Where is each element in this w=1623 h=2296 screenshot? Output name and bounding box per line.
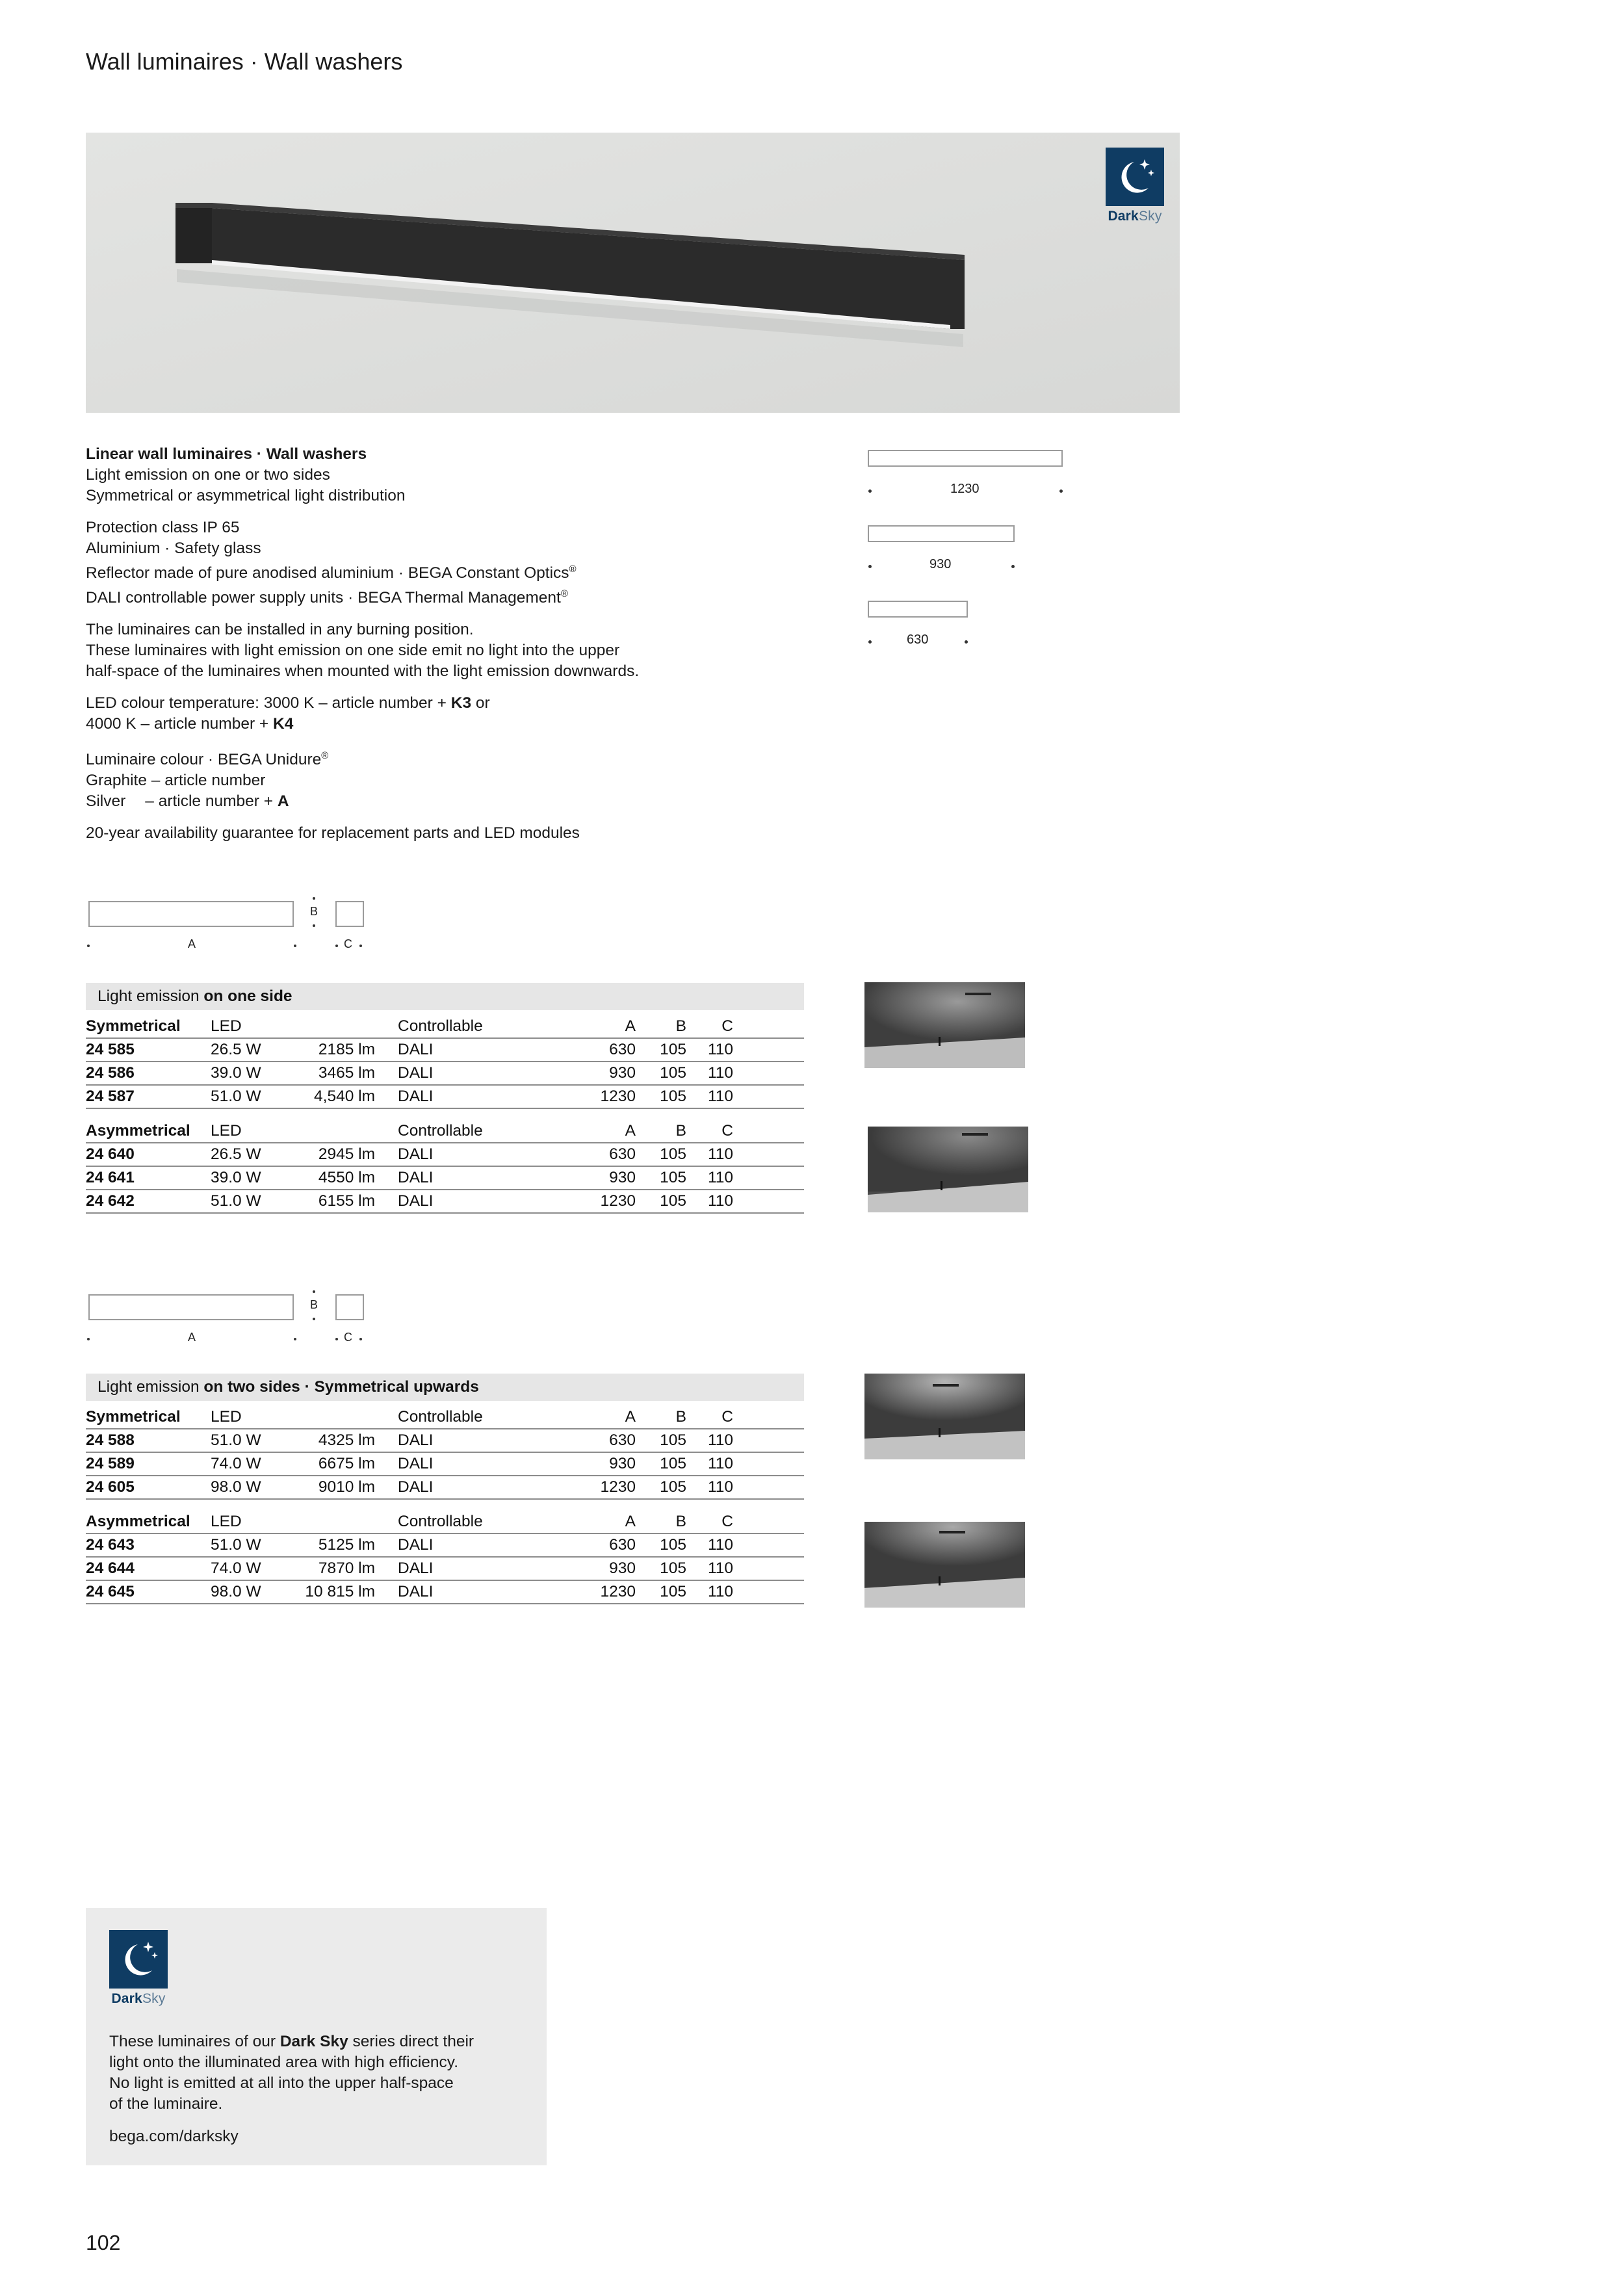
person-silhouette xyxy=(939,1576,941,1585)
install-3: half-space of the luminaires when mounted with the light emission downwards. xyxy=(86,662,640,681)
cell-lumen: 4550 lm xyxy=(318,1169,375,1186)
cell-ctrl: DALI xyxy=(398,1536,434,1554)
column-header-a: A xyxy=(625,1408,636,1426)
column-header-controllable: Controllable xyxy=(398,1513,483,1530)
cell-c: 110 xyxy=(707,1088,733,1105)
column-header-led: LED xyxy=(211,1408,242,1426)
install-1: The luminaires can be installed in any burning position. xyxy=(86,621,474,639)
size-outline-630 xyxy=(868,601,968,618)
column-header-a: A xyxy=(625,1122,636,1140)
hero-product-image xyxy=(86,133,1180,413)
cell-a: 630 xyxy=(609,1145,636,1163)
cell-watt: 74.0 W xyxy=(211,1559,261,1577)
darksky-info-panel xyxy=(86,1908,547,2165)
cell-b: 105 xyxy=(660,1064,686,1082)
cell-b: 105 xyxy=(660,1145,686,1163)
column-header-b: B xyxy=(675,1122,686,1140)
column-header-controllable: Controllable xyxy=(398,1017,483,1035)
dim-dot xyxy=(335,945,338,947)
schematic-label-a: A xyxy=(188,1331,196,1344)
description-intro-1: Light emission on one or two sides xyxy=(86,466,330,484)
cell-lumen: 4,540 lm xyxy=(314,1088,375,1105)
column-header-led: LED xyxy=(211,1122,242,1140)
dim-dot xyxy=(313,924,315,927)
column-header-a: A xyxy=(625,1017,636,1035)
cell-b: 105 xyxy=(660,1431,686,1449)
dim-dot xyxy=(87,945,90,947)
group-name: Asymmetrical xyxy=(86,1513,190,1530)
size-outline-930 xyxy=(868,525,1015,542)
dim-dot xyxy=(359,945,362,947)
table-row xyxy=(86,1143,804,1167)
schematic-label-c: C xyxy=(344,937,352,950)
cell-b: 105 xyxy=(660,1478,686,1496)
cell-ctrl: DALI xyxy=(398,1088,434,1105)
luminaire-illustration xyxy=(86,133,1180,413)
cell-article: 24 585 xyxy=(86,1041,135,1058)
darksky-description: These luminaires of our Dark Sky series direct their light onto the illuminated area with high efficiency. No light is emitted at all into the upper half-space of the luminaire. bega.com/darksky xyxy=(109,2033,474,2145)
person-silhouette xyxy=(941,1181,942,1190)
spec-material: Aluminium · Safety glass xyxy=(86,540,261,557)
cell-lumen: 2185 lm xyxy=(318,1041,375,1058)
cell-a: 930 xyxy=(609,1559,636,1577)
cell-lumen: 5125 lm xyxy=(318,1536,375,1554)
cell-watt: 98.0 W xyxy=(211,1583,261,1600)
cell-watt: 39.0 W xyxy=(211,1064,261,1082)
cell-b: 105 xyxy=(660,1169,686,1186)
cell-ctrl: DALI xyxy=(398,1455,434,1472)
spec-power: DALI controllable power supply units · BEGA Thermal Management xyxy=(86,589,561,607)
cell-b: 105 xyxy=(660,1041,686,1058)
cell-article: 24 641 xyxy=(86,1169,135,1186)
cell-b: 105 xyxy=(660,1455,686,1472)
dim-dot xyxy=(335,1338,338,1340)
cell-lumen: 7870 lm xyxy=(318,1559,375,1577)
column-header-b: B xyxy=(675,1513,686,1530)
table-row xyxy=(86,1062,804,1086)
column-header-c: C xyxy=(721,1122,733,1140)
section-header-two-sides: Light emission on two sides · Symmetrical upwards xyxy=(86,1374,804,1401)
cell-ctrl: DALI xyxy=(398,1169,434,1186)
guarantee: 20-year availability guarantee for replacement parts and LED modules xyxy=(86,824,580,842)
dim-dot xyxy=(868,489,872,493)
dim-dot xyxy=(294,945,296,947)
dim-dot xyxy=(313,1318,315,1320)
table-row xyxy=(86,1558,804,1581)
cell-article: 24 586 xyxy=(86,1064,135,1082)
group-name: Asymmetrical xyxy=(86,1122,190,1140)
column-header-c: C xyxy=(721,1017,733,1035)
cell-c: 110 xyxy=(707,1431,733,1449)
column-header-led: LED xyxy=(211,1513,242,1530)
cell-a: 1230 xyxy=(600,1583,636,1600)
cell-article: 24 587 xyxy=(86,1088,135,1105)
cell-watt: 51.0 W xyxy=(211,1536,261,1554)
cell-c: 110 xyxy=(707,1478,733,1496)
application-photo-symmetrical-two-sides xyxy=(864,1374,1025,1459)
application-photo-symmetrical-one-side xyxy=(864,982,1025,1068)
cell-article: 24 589 xyxy=(86,1455,135,1472)
table-row xyxy=(86,1039,804,1062)
dim-dot xyxy=(359,1338,362,1340)
cell-ctrl: DALI xyxy=(398,1431,434,1449)
cell-a: 930 xyxy=(609,1169,636,1186)
cell-lumen: 10 815 lm xyxy=(305,1583,375,1600)
cell-lumen: 6675 lm xyxy=(318,1455,375,1472)
schematic-front xyxy=(88,901,294,927)
size-label-1230: 1230 xyxy=(950,482,980,496)
table-row xyxy=(86,1190,804,1214)
section-header-one-side: Light emission on one side xyxy=(86,983,804,1010)
darksky-wordmark: DarkSky xyxy=(111,1991,166,2006)
cell-article: 24 642 xyxy=(86,1192,135,1210)
dim-dot xyxy=(868,640,872,644)
dim-dot xyxy=(87,1338,90,1340)
cell-lumen: 4325 lm xyxy=(318,1431,375,1449)
cell-watt: 74.0 W xyxy=(211,1455,261,1472)
cell-watt: 26.5 W xyxy=(211,1041,261,1058)
cell-ctrl: DALI xyxy=(398,1478,434,1496)
table-header-row xyxy=(86,1511,804,1534)
cell-watt: 26.5 W xyxy=(211,1145,261,1163)
column-header-c: C xyxy=(721,1513,733,1530)
cell-ctrl: DALI xyxy=(398,1041,434,1058)
cell-lumen: 2945 lm xyxy=(318,1145,375,1163)
cell-a: 1230 xyxy=(600,1478,636,1496)
dim-dot xyxy=(868,565,872,568)
schematic-label-c: C xyxy=(344,1331,352,1344)
dimension-schematic-two-sides xyxy=(86,1290,372,1342)
person-silhouette xyxy=(939,1428,941,1437)
schematic-label-b: B xyxy=(310,905,318,918)
cell-a: 630 xyxy=(609,1431,636,1449)
cell-a: 930 xyxy=(609,1064,636,1082)
cell-b: 105 xyxy=(660,1583,686,1600)
cell-ctrl: DALI xyxy=(398,1583,434,1600)
cell-c: 110 xyxy=(707,1169,733,1186)
cell-a: 630 xyxy=(609,1536,636,1554)
column-header-b: B xyxy=(675,1017,686,1035)
darksky-link[interactable]: bega.com/darksky xyxy=(109,2128,239,2145)
product-description: Linear wall luminaires · Wall washers Light emission on one or two sides Symmetrical or asymmetrical light distribution Protection class IP 65 Aluminium · Safety glass Reflector made of pure anodised aluminium · BEGA Constant Optics® DALI controllable power supply units · BEGA Thermal Management® The luminaires can be installed in any burning position. These luminaires with light emission on one side emit no light into the upper half-space of the luminaires when mounted with the light emission downwards. LED colour temperature: 3000 K – article number + K3 or 4000 K – article number + K4 Luminaire colour · BEGA Unidure® Graphite – article number Silver – article number + A 20-year availability guarantee for replacement parts and LED modules xyxy=(86,444,736,855)
group-name: Symmetrical xyxy=(86,1408,181,1426)
cell-c: 110 xyxy=(707,1455,733,1472)
cell-lumen: 6155 lm xyxy=(318,1192,375,1210)
cell-c: 110 xyxy=(707,1041,733,1058)
column-header-a: A xyxy=(625,1513,636,1530)
cell-article: 24 605 xyxy=(86,1478,135,1496)
cell-b: 105 xyxy=(660,1192,686,1210)
spec-reflector: Reflector made of pure anodised aluminium · BEGA Constant Optics xyxy=(86,564,569,582)
page-title: Wall luminaires · Wall washers xyxy=(86,48,403,75)
cell-c: 110 xyxy=(707,1064,733,1082)
table-header-row xyxy=(86,1015,804,1039)
size-label-630: 630 xyxy=(907,633,929,647)
cell-c: 110 xyxy=(707,1559,733,1577)
cell-b: 105 xyxy=(660,1559,686,1577)
application-photo-asymmetrical-one-side xyxy=(868,1127,1028,1212)
cell-lumen: 9010 lm xyxy=(318,1478,375,1496)
column-header-c: C xyxy=(721,1408,733,1426)
dimension-schematic-one-side xyxy=(86,897,372,949)
dim-dot xyxy=(313,897,315,900)
cell-c: 110 xyxy=(707,1192,733,1210)
cell-c: 110 xyxy=(707,1583,733,1600)
table-row xyxy=(86,1453,804,1476)
dim-dot xyxy=(1011,565,1015,568)
description-intro-2: Symmetrical or asymmetrical light distribution xyxy=(86,487,406,504)
cell-c: 110 xyxy=(707,1536,733,1554)
application-photo-asymmetrical-two-sides xyxy=(864,1522,1025,1608)
cell-ctrl: DALI xyxy=(398,1192,434,1210)
cell-a: 930 xyxy=(609,1455,636,1472)
moon-stars-icon xyxy=(109,1930,168,1989)
column-header-controllable: Controllable xyxy=(398,1408,483,1426)
cell-watt: 98.0 W xyxy=(211,1478,261,1496)
table-row xyxy=(86,1086,804,1109)
cell-watt: 51.0 W xyxy=(211,1431,261,1449)
cell-a: 1230 xyxy=(600,1088,636,1105)
cell-lumen: 3465 lm xyxy=(318,1064,375,1082)
cell-ctrl: DALI xyxy=(398,1064,434,1082)
cell-article: 24 644 xyxy=(86,1559,135,1577)
page-number: 102 xyxy=(86,2231,121,2254)
size-label-930: 930 xyxy=(929,557,952,571)
cell-a: 630 xyxy=(609,1041,636,1058)
table-row xyxy=(86,1534,804,1558)
column-header-led: LED xyxy=(211,1017,242,1035)
schematic-front xyxy=(88,1294,294,1320)
darksky-badge xyxy=(109,1930,168,2007)
person-silhouette xyxy=(939,1037,941,1046)
table-row xyxy=(86,1167,804,1190)
dim-dot xyxy=(1059,489,1063,493)
dim-dot xyxy=(313,1290,315,1293)
cell-watt: 51.0 W xyxy=(211,1192,261,1210)
column-header-controllable: Controllable xyxy=(398,1122,483,1140)
cell-ctrl: DALI xyxy=(398,1145,434,1163)
column-header-b: B xyxy=(675,1408,686,1426)
cell-b: 105 xyxy=(660,1088,686,1105)
cell-article: 24 645 xyxy=(86,1583,135,1600)
spec-protection: Protection class IP 65 xyxy=(86,519,240,536)
schematic-side xyxy=(335,1294,364,1320)
cell-watt: 39.0 W xyxy=(211,1169,261,1186)
size-outline-1230 xyxy=(868,450,1063,467)
table-row xyxy=(86,1581,804,1604)
schematic-label-a: A xyxy=(188,937,196,950)
cell-ctrl: DALI xyxy=(398,1559,434,1577)
schematic-side xyxy=(335,901,364,927)
dim-dot xyxy=(294,1338,296,1340)
led-colour-temperature: LED colour temperature: 3000 K – article number + K3 or 4000 K – article number + K4 xyxy=(86,694,490,733)
table-row xyxy=(86,1476,804,1500)
table-row xyxy=(86,1429,804,1453)
moon-stars-icon xyxy=(1106,148,1164,206)
group-name: Symmetrical xyxy=(86,1017,181,1035)
install-2: These luminaires with light emission on one side emit no light into the upper xyxy=(86,642,620,660)
darksky-wordmark: DarkSky xyxy=(1108,209,1162,224)
cell-c: 110 xyxy=(707,1145,733,1163)
cell-article: 24 640 xyxy=(86,1145,135,1163)
luminaire-colour: Luminaire colour · BEGA Unidure® Graphite – article number Silver – article number + A xyxy=(86,750,329,811)
table-header-row xyxy=(86,1406,804,1429)
cell-a: 1230 xyxy=(600,1192,636,1210)
table-header-row xyxy=(86,1120,804,1143)
dim-dot xyxy=(965,640,968,644)
cell-article: 24 588 xyxy=(86,1431,135,1449)
description-heading: Linear wall luminaires · Wall washers xyxy=(86,445,367,463)
cell-b: 105 xyxy=(660,1536,686,1554)
darksky-badge xyxy=(1106,148,1164,224)
cell-article: 24 643 xyxy=(86,1536,135,1554)
cell-watt: 51.0 W xyxy=(211,1088,261,1105)
schematic-label-b: B xyxy=(310,1298,318,1311)
